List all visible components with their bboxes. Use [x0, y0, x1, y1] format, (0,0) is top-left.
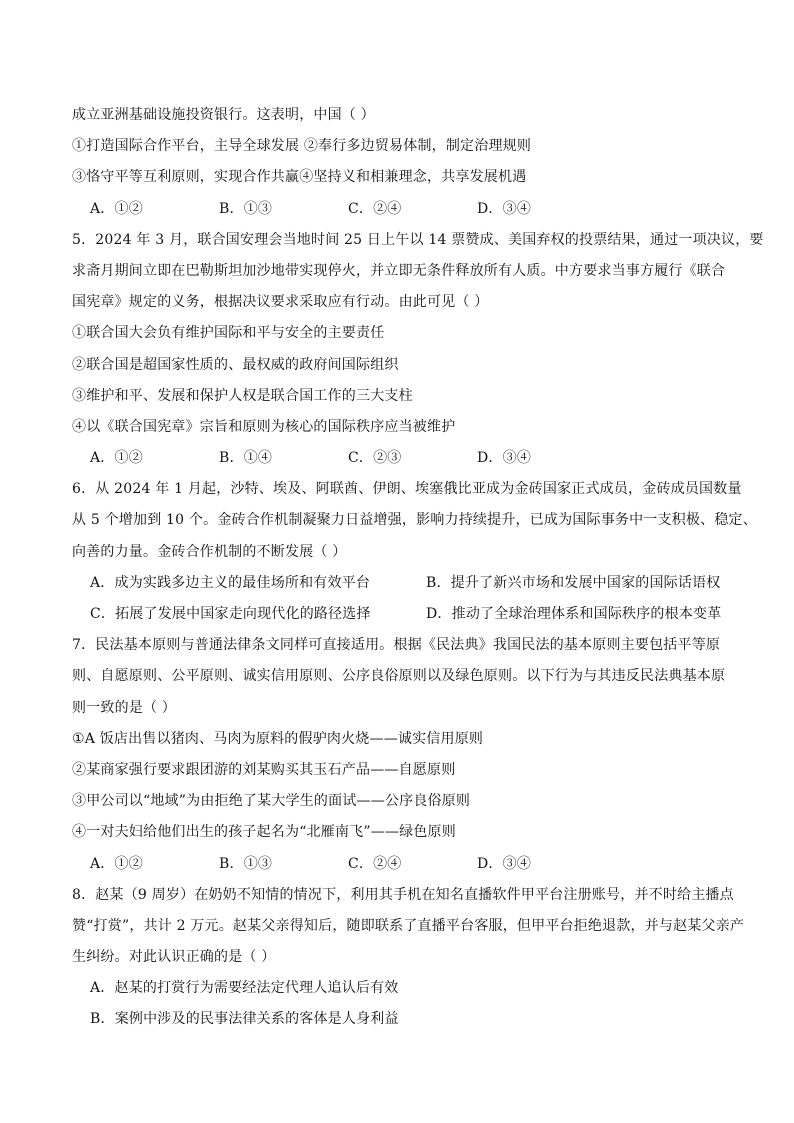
q6-stem-line-3: 向善的力量。金砖合作机制的不断发展（ ）: [72, 543, 347, 560]
q4-choice-d: D．③④: [477, 200, 532, 217]
q4-choices: [72, 194, 732, 225]
q4-choice-b: B．①③: [219, 200, 273, 217]
q4-choice-a: A．①②: [90, 200, 143, 217]
q7-choice-b: B．①③: [219, 855, 273, 872]
q7-option-2: ②某商家强行要求跟团游的刘某购买其玉石产品——自愿原则: [72, 761, 456, 778]
q7-choices: [72, 849, 732, 880]
q8-option-b: B．案例中涉及的民事法律关系的客体是人身利益: [90, 1011, 399, 1028]
q5-option-2: ②联合国是超国家性质的、最权威的政府间国际组织: [72, 356, 399, 373]
q6-option-a: A．成为实践多边主义的最佳场所和有效平台: [90, 574, 371, 591]
q7-option-3: ③甲公司以“地域”为由拒绝了某大学生的面试——公序良俗原则: [72, 793, 471, 810]
q4-option-line-1: ①打造国际合作平台，主导全球发展 ②奉行多边贸易体制，制定治理规则: [72, 138, 532, 155]
q4-stem-tail: 成立亚洲基础设施投资银行。这表明，中国（ ）: [72, 107, 375, 123]
q7-choice-a: A．①②: [90, 855, 143, 872]
q7-stem-line-1: 7．民法基本原则与普通法律条文同样可直接适用。根据《民法典》我国民法的基本原则主要包括平等原: [72, 637, 721, 654]
q7-option-1: ①A 饭店出售以猪肉、马肉为原料的假驴肉火烧——诚实信用原则: [72, 730, 484, 747]
q7-stem-line-2: 则、自愿原则、公平原则、诚实信用原则、公序良俗原则以及绿色原则。以下行为与其违反民法典基本原: [72, 668, 726, 685]
q5-stem-line-3: 国宪章》规定的义务，根据决议要求采取应有行动。由此可见（ ）: [72, 294, 489, 311]
q5-choice-d: D．③④: [477, 450, 532, 467]
q5-choices: [72, 443, 732, 474]
q8-stem-line-1: 8．赵某（9 周岁）在奶奶不知情的情况下，利用其手机在知名直播软件甲平台注册账号，并不时给主播点: [72, 886, 734, 903]
q8-stem-line-3: 生纠纷。对此认识正确的是（ ）: [72, 949, 276, 966]
q5-stem-line-1: 5．2024 年 3 月，联合国安理会当地时间 25 日上午以 14 票赞成、美国弃权的投票结果，通过一项决议，要: [72, 231, 764, 248]
q5-choice-c: C．②③: [348, 450, 402, 467]
q6-stem-line-2: 从 5 个增加到 10 个。金砖合作机制凝聚力日益增强，影响力持续提升，已成为国际事务中一支积极、稳定、: [72, 512, 757, 529]
q6-options-row-2: [72, 599, 732, 630]
page-content: [72, 100, 764, 1036]
q7-choice-d: D．③④: [477, 855, 532, 872]
q8-stem-line-2: 赞“打赏”，共计 2 万元。赵某父亲得知后，随即联系了直播平台客服，但甲平台拒绝退款，并与赵某父亲产: [72, 917, 745, 934]
q6-option-d: D．推动了全球治理体系和国际秩序的根本变革: [426, 606, 722, 622]
q7-choice-c: C．②④: [348, 855, 402, 872]
q6-option-b: B．提升了新兴市场和发展中国家的国际话语权: [426, 574, 721, 591]
q5-choice-a: A．①②: [90, 450, 143, 467]
q5-option-1: ①联合国大会负有维护国际和平与安全的主要责任: [72, 325, 385, 342]
q5-option-3: ③维护和平、发展和保护人权是联合国工作的三大支柱: [72, 387, 413, 404]
q6-options-row-1: [72, 568, 732, 599]
q7-option-4: ④一对夫妇给他们出生的孩子起名为“北雁南飞”——绿色原则: [72, 824, 456, 841]
q4-option-line-2: ③恪守平等互利原则，实现合作共赢④坚持义和相兼理念，共享发展机遇: [72, 169, 527, 186]
q5-option-4: ④以《联合国宪章》宗旨和原则为核心的国际秩序应当被维护: [72, 418, 456, 435]
q6-stem-line-1: 6．从 2024 年 1 月起，沙特、埃及、阿联酋、伊朗、埃塞俄比亚成为金砖国家正式成员，金砖成员国数量: [72, 481, 742, 498]
q6-option-c: C．拓展了发展中国家走向现代化的路径选择: [90, 606, 371, 622]
q5-choice-b: B．①④: [219, 450, 273, 467]
q4-choice-c: C．②④: [348, 200, 402, 217]
q8-option-a: A．赵某的打赏行为需要经法定代理人追认后有效: [90, 980, 399, 997]
q7-stem-line-3: 则一致的是（ ）: [72, 699, 177, 716]
q5-stem-line-2: 求斋月期间立即在巴勒斯坦加沙地带实现停火，并立即无条件释放所有人质。中方要求当事方履行《联合: [72, 262, 726, 279]
